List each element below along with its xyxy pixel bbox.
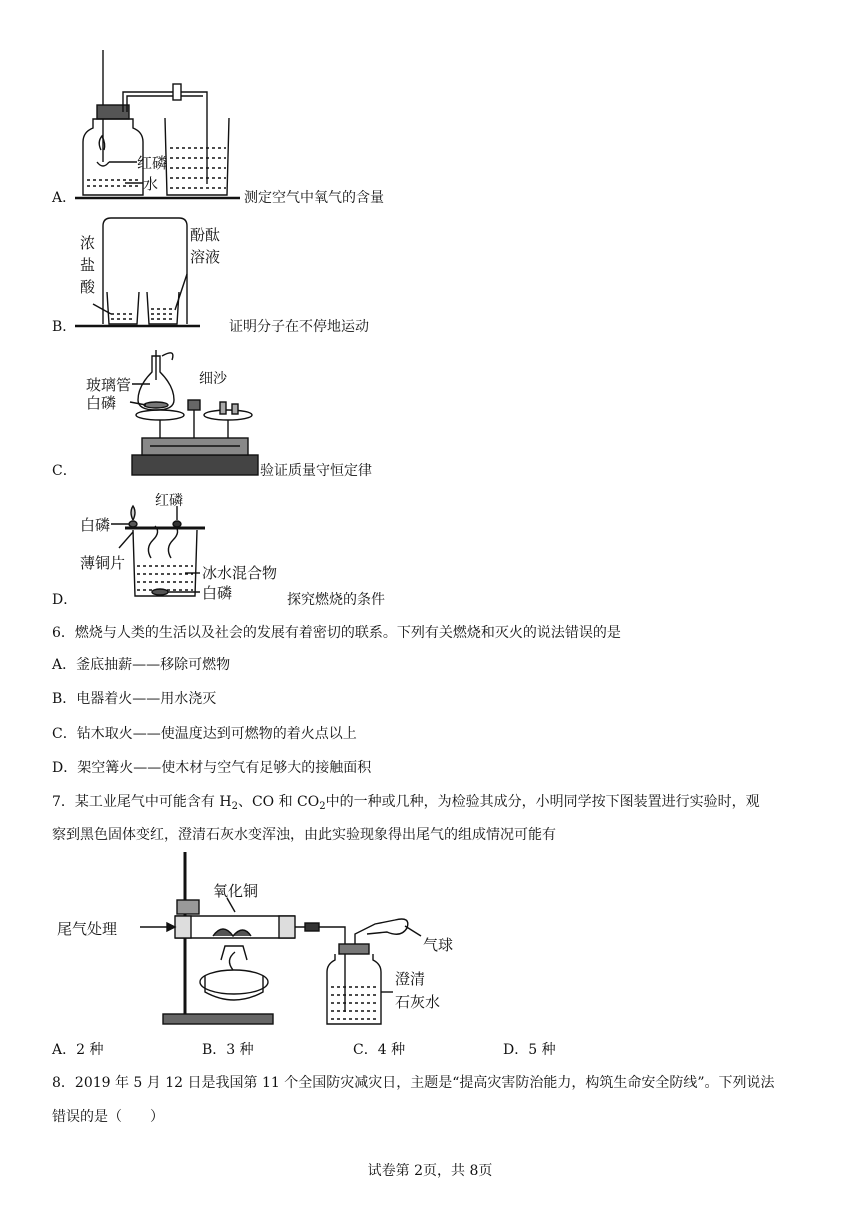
label-water: 水	[143, 175, 159, 193]
option-d-letter: D．	[52, 592, 78, 608]
q6-option-d: D．架空篝火——使木材与空气有足够大的接触面积	[52, 760, 372, 776]
option-b-letter: B．	[52, 319, 77, 335]
figure-q7-apparatus	[55, 852, 465, 1030]
figure-a-oxygen	[75, 50, 245, 205]
figure-b-molecules	[75, 214, 221, 332]
label-copper-oxide: 氧化铜	[213, 882, 259, 900]
q6-option-b: B．电器着火——用水浇灭	[52, 691, 217, 707]
label-ice-water: 冰水混合物	[202, 564, 278, 582]
figure-c-balance	[80, 350, 260, 478]
option-b-caption: 证明分子在不停地运动	[229, 319, 369, 335]
label-conc: 浓	[80, 234, 96, 252]
label-fine-sand: 细沙	[199, 371, 227, 387]
page-footer: 试卷第 2页，共 8页	[367, 1163, 493, 1179]
label-limewater: 石灰水	[395, 993, 441, 1011]
option-c-caption: 验证质量守恒定律	[260, 463, 372, 479]
option-a-caption: 测定空气中氧气的含量	[244, 190, 384, 206]
q6-option-c: C．钻木取火——使温度达到可燃物的着火点以上	[52, 726, 357, 742]
q6-stem: 6．燃烧与人类的生活以及社会的发展有着密切的联系。下列有关燃烧和灭火的说法错误的是	[52, 625, 621, 641]
q7-option-c: C．4 种	[353, 1042, 406, 1058]
q6-option-a: A．釜底抽薪——移除可燃物	[52, 657, 231, 673]
label-phenolphthalein: 酚酞	[190, 226, 221, 244]
label-white-phosphorus-c: 白磷	[86, 394, 117, 412]
label-glass-tube: 玻璃管	[86, 376, 132, 394]
label-copper-sheet: 薄铜片	[80, 554, 126, 572]
label-white-phosphorus-top: 白磷	[80, 516, 111, 534]
label-clear: 澄清	[395, 970, 426, 988]
q8-stem-line1: 8．2019 年 5 月 12 日是我国第 11 个全国防灾减灾日，主题是“提高灾害防治能力，构筑生命安全防线”。下列说法	[52, 1075, 775, 1091]
label-balloon: 气球	[423, 936, 454, 954]
q7-option-a: A．2 种	[52, 1042, 104, 1058]
option-c-letter: C．	[52, 463, 77, 479]
label-exhaust-treatment: 尾气处理	[57, 920, 118, 938]
label-red-phosphorus-d: 红磷	[155, 493, 183, 509]
label-acid: 酸	[80, 278, 96, 296]
figure-d-combustion	[75, 488, 300, 603]
q7-stem-line2: 察到黑色固体变红，澄清石灰水变浑浊，由此实验现象得出尾气的组成情况可能有	[52, 827, 556, 843]
q8-stem-line2: 错误的是（ ）	[52, 1109, 164, 1125]
option-a-letter: A．	[52, 190, 77, 206]
q7-option-d: D．5 种	[503, 1042, 556, 1058]
q7-option-b: B．3 种	[202, 1042, 254, 1058]
option-d-caption: 探究燃烧的条件	[287, 592, 385, 608]
q7-stem-line1: 7．某工业尾气中可能含有 $H_2$、CO 和 $CO_2$中的一种或几种，为检验其成分，小明同学按下图装置进行实验时，观	[52, 794, 760, 812]
label-red-phosphorus: 红磷	[137, 154, 168, 172]
label-hydrochloric: 盐	[80, 256, 96, 274]
label-solution: 溶液	[190, 248, 221, 266]
label-white-phosphorus-bottom: 白磷	[202, 584, 233, 602]
